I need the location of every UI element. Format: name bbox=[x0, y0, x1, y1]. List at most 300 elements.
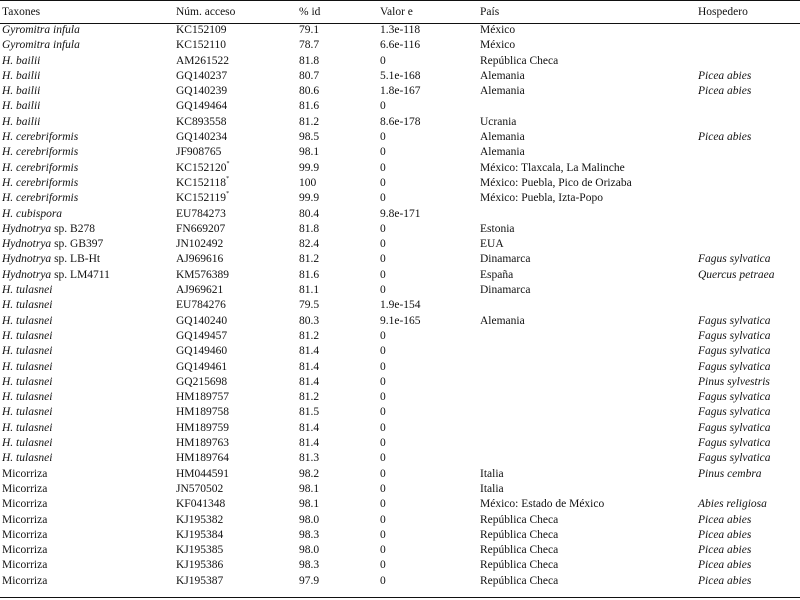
cell-evalue: 1.8e-167 bbox=[380, 85, 421, 98]
accession-number: GQ149457 bbox=[176, 329, 228, 342]
cell-evalue: 6.6e-116 bbox=[380, 39, 421, 52]
table-row bbox=[0, 54, 800, 69]
cell-taxon bbox=[0, 421, 176, 436]
taxon-qualifier: sp. LB-Ht bbox=[54, 253, 101, 266]
accession-number: JN102492 bbox=[176, 238, 224, 251]
accession-number: HM189764 bbox=[176, 452, 230, 465]
taxon-name: Hydnotrya bbox=[2, 222, 52, 235]
table-row bbox=[0, 344, 800, 359]
cell-taxon bbox=[0, 176, 176, 191]
cell-identity: 81.8 bbox=[299, 222, 320, 235]
cell-accession bbox=[176, 360, 299, 375]
taxon-name: H. cerebriformis bbox=[2, 146, 79, 159]
cell-taxon bbox=[0, 482, 176, 497]
cell-country: México bbox=[480, 24, 516, 36]
cell-accession bbox=[176, 84, 299, 99]
taxon-name: H. cerebriformis bbox=[2, 192, 79, 205]
cell-evalue: 0 bbox=[380, 482, 386, 495]
table-row bbox=[0, 375, 800, 390]
cell-host: Pinus cembra bbox=[698, 467, 762, 480]
cell-taxon bbox=[0, 69, 176, 84]
cell-country: Dinamarca bbox=[480, 253, 531, 266]
cell-evalue: 0 bbox=[380, 345, 386, 358]
accession-number: GQ149460 bbox=[176, 345, 228, 358]
accession-number: HM044591 bbox=[176, 467, 230, 480]
table-row bbox=[0, 451, 800, 466]
cell-evalue: 0 bbox=[380, 498, 386, 511]
cell-country: México: Puebla, Izta-Popo bbox=[480, 192, 603, 205]
accession-number: KJ195385 bbox=[176, 544, 224, 557]
taxon-qualifier: Micorriza bbox=[2, 528, 48, 541]
cell-country: Alemania bbox=[480, 146, 525, 159]
table-row bbox=[0, 191, 800, 206]
cell-host: Picea abies bbox=[698, 544, 752, 557]
cell-identity: 81.2 bbox=[299, 391, 320, 404]
cell-identity: 81.3 bbox=[299, 452, 320, 465]
new-sequence-mark: * bbox=[226, 160, 230, 167]
taxon-name: Hydnotrya bbox=[2, 268, 52, 281]
accession-number: GQ215698 bbox=[176, 375, 228, 388]
accession-number: FN669207 bbox=[176, 222, 226, 235]
cell-country: Ucrania bbox=[480, 115, 517, 128]
cell-identity: 98.1 bbox=[299, 498, 320, 511]
table-row bbox=[0, 543, 800, 558]
table-row bbox=[0, 23, 800, 38]
cell-evalue: 8.6e-178 bbox=[380, 115, 421, 128]
cell-taxon bbox=[0, 574, 176, 589]
cell-country bbox=[480, 329, 698, 344]
taxon-name: H. tulasnei bbox=[2, 360, 53, 373]
cell-taxon bbox=[0, 130, 176, 145]
taxon-qualifier: Micorriza bbox=[2, 544, 48, 557]
cell-taxon bbox=[0, 23, 176, 38]
cell-accession bbox=[176, 237, 299, 252]
cell-host: Picea abies bbox=[698, 574, 752, 587]
accession-number: GQ140239 bbox=[176, 85, 228, 98]
cell-accession bbox=[176, 405, 299, 420]
cell-host: Fagus sylvatica bbox=[698, 329, 771, 342]
cell-evalue: 0 bbox=[380, 253, 386, 266]
accession-number: KJ195386 bbox=[176, 559, 224, 572]
cell-host bbox=[698, 23, 800, 38]
cell-accession bbox=[176, 283, 299, 298]
cell-host bbox=[698, 298, 800, 313]
taxon-name: H. bailii bbox=[2, 69, 41, 82]
sequence-similarity-table bbox=[0, 1, 800, 589]
cell-taxon bbox=[0, 390, 176, 405]
accession-number: KJ195384 bbox=[176, 528, 224, 541]
accession-number: AJ969616 bbox=[176, 253, 224, 266]
taxon-name: H. cubispora bbox=[2, 207, 63, 220]
cell-identity: 98.3 bbox=[299, 528, 320, 541]
header-host: Hospedero bbox=[698, 6, 748, 18]
taxon-name: Hydnotrya bbox=[2, 238, 52, 251]
cell-evalue: 0 bbox=[380, 192, 386, 205]
cell-evalue: 0 bbox=[380, 375, 386, 388]
cell-host bbox=[698, 115, 800, 130]
table-body bbox=[0, 23, 800, 589]
cell-accession bbox=[176, 574, 299, 589]
cell-taxon bbox=[0, 207, 176, 222]
table-row bbox=[0, 482, 800, 497]
taxon-name: H. tulasnei bbox=[2, 299, 53, 312]
cell-identity: 98.0 bbox=[299, 513, 320, 526]
table-row bbox=[0, 252, 800, 267]
table-row bbox=[0, 176, 800, 191]
cell-country: República Checa bbox=[480, 574, 559, 587]
cell-country: Italia bbox=[480, 482, 504, 495]
taxon-name: H. bailii bbox=[2, 115, 41, 128]
cell-accession bbox=[176, 69, 299, 84]
cell-accession bbox=[176, 130, 299, 145]
cell-taxon bbox=[0, 528, 176, 543]
cell-host bbox=[698, 482, 800, 497]
table-bottom-rule bbox=[0, 597, 800, 598]
cell-taxon bbox=[0, 38, 176, 53]
cell-evalue: 0 bbox=[380, 513, 386, 526]
cell-accession bbox=[176, 222, 299, 237]
accession-number: GQ140240 bbox=[176, 314, 228, 327]
cell-taxon bbox=[0, 344, 176, 359]
accession-number: GQ140234 bbox=[176, 131, 228, 144]
cell-taxon bbox=[0, 375, 176, 390]
taxon-name: H. tulasnei bbox=[2, 345, 53, 358]
cell-evalue: 0 bbox=[380, 528, 386, 541]
cell-taxon bbox=[0, 451, 176, 466]
accession-number: JF908765 bbox=[176, 146, 222, 159]
cell-country: Alemania bbox=[480, 85, 525, 98]
cell-taxon bbox=[0, 161, 176, 176]
header-evalue: Valor e bbox=[380, 6, 413, 18]
cell-taxon bbox=[0, 252, 176, 267]
cell-accession bbox=[176, 314, 299, 329]
cell-evalue: 0 bbox=[380, 421, 386, 434]
table-row bbox=[0, 528, 800, 543]
cell-country bbox=[480, 360, 698, 375]
cell-host bbox=[698, 145, 800, 160]
cell-country: República Checa bbox=[480, 513, 559, 526]
accession-number: KM576389 bbox=[176, 268, 230, 281]
cell-evalue: 0 bbox=[380, 559, 386, 572]
cell-country: República Checa bbox=[480, 559, 559, 572]
cell-taxon bbox=[0, 191, 176, 206]
table-row bbox=[0, 360, 800, 375]
cell-country: República Checa bbox=[480, 544, 559, 557]
cell-accession bbox=[176, 145, 299, 160]
cell-host bbox=[698, 191, 800, 206]
taxon-qualifier: Micorriza bbox=[2, 467, 48, 480]
table-row bbox=[0, 467, 800, 482]
cell-host: Picea abies bbox=[698, 131, 752, 144]
table-row bbox=[0, 329, 800, 344]
taxon-name: H. bailii bbox=[2, 100, 41, 113]
cell-identity: 79.1 bbox=[299, 24, 320, 36]
cell-taxon bbox=[0, 145, 176, 160]
cell-host: Fagus sylvatica bbox=[698, 421, 771, 434]
cell-country: México: Puebla, Pico de Orizaba bbox=[480, 176, 632, 189]
cell-host: Fagus sylvatica bbox=[698, 452, 771, 465]
cell-identity: 78.7 bbox=[299, 39, 320, 52]
accession-number: KC152110 bbox=[176, 39, 227, 52]
cell-taxon bbox=[0, 558, 176, 573]
cell-identity: 81.4 bbox=[299, 375, 320, 388]
taxon-name: H. tulasnei bbox=[2, 391, 53, 404]
taxon-name: H. bailii bbox=[2, 85, 41, 98]
cell-accession bbox=[176, 23, 299, 38]
accession-number: KC152120 bbox=[176, 161, 227, 174]
cell-identity: 100 bbox=[299, 176, 317, 189]
cell-country: Alemania bbox=[480, 69, 525, 82]
cell-country bbox=[480, 207, 698, 222]
cell-host: Picea abies bbox=[698, 85, 752, 98]
table-row bbox=[0, 161, 800, 176]
header-accession: Núm. acceso bbox=[176, 6, 236, 18]
cell-taxon bbox=[0, 54, 176, 69]
taxon-name: H. tulasnei bbox=[2, 406, 53, 419]
cell-identity: 98.3 bbox=[299, 559, 320, 572]
table-row bbox=[0, 130, 800, 145]
cell-host bbox=[698, 161, 800, 176]
table-row bbox=[0, 207, 800, 222]
cell-taxon bbox=[0, 513, 176, 528]
new-sequence-mark: * bbox=[226, 191, 230, 198]
cell-identity: 81.4 bbox=[299, 345, 320, 358]
cell-evalue: 0 bbox=[380, 437, 386, 450]
cell-evalue: 0 bbox=[380, 467, 386, 480]
cell-evalue: 1.3e-118 bbox=[380, 24, 421, 36]
cell-country: España bbox=[480, 268, 514, 281]
cell-taxon bbox=[0, 298, 176, 313]
cell-country bbox=[480, 405, 698, 420]
cell-taxon bbox=[0, 329, 176, 344]
cell-country bbox=[480, 99, 698, 114]
cell-country bbox=[480, 421, 698, 436]
cell-evalue: 0 bbox=[380, 544, 386, 557]
cell-evalue: 0 bbox=[380, 391, 386, 404]
table-row bbox=[0, 405, 800, 420]
cell-identity: 97.9 bbox=[299, 574, 320, 587]
cell-accession bbox=[176, 329, 299, 344]
cell-host: Fagus sylvatica bbox=[698, 345, 771, 358]
table-row bbox=[0, 298, 800, 313]
cell-accession bbox=[176, 497, 299, 512]
cell-accession bbox=[176, 298, 299, 313]
cell-taxon bbox=[0, 115, 176, 130]
cell-identity: 81.2 bbox=[299, 115, 320, 128]
table-header bbox=[0, 1, 800, 23]
cell-accession bbox=[176, 436, 299, 451]
accession-number: KJ195382 bbox=[176, 513, 224, 526]
cell-evalue: 1.9e-154 bbox=[380, 299, 421, 312]
cell-country: Dinamarca bbox=[480, 284, 531, 297]
cell-accession bbox=[176, 115, 299, 130]
cell-taxon bbox=[0, 436, 176, 451]
cell-identity: 80.6 bbox=[299, 85, 320, 98]
accession-number: EU784276 bbox=[176, 299, 226, 312]
cell-accession bbox=[176, 375, 299, 390]
cell-host bbox=[698, 99, 800, 114]
cell-country: Alemania bbox=[480, 131, 525, 144]
table-row bbox=[0, 268, 800, 283]
cell-country: México: Estado de México bbox=[480, 498, 605, 511]
cell-accession bbox=[176, 558, 299, 573]
taxon-qualifier: Micorriza bbox=[2, 482, 48, 495]
cell-country: República Checa bbox=[480, 54, 559, 67]
cell-country bbox=[480, 436, 698, 451]
taxon-name: H. bailii bbox=[2, 54, 41, 67]
cell-accession bbox=[176, 543, 299, 558]
cell-host: Picea abies bbox=[698, 513, 752, 526]
cell-host: Fagus sylvatica bbox=[698, 314, 771, 327]
cell-host: Picea abies bbox=[698, 528, 752, 541]
accession-number: KJ195387 bbox=[176, 574, 224, 587]
cell-host: Fagus sylvatica bbox=[698, 360, 771, 373]
cell-evalue: 0 bbox=[380, 406, 386, 419]
cell-identity: 99.9 bbox=[299, 192, 320, 205]
cell-host bbox=[698, 283, 800, 298]
cell-evalue: 0 bbox=[380, 131, 386, 144]
accession-number: AM261522 bbox=[176, 54, 230, 67]
cell-evalue: 0 bbox=[380, 222, 386, 235]
cell-taxon bbox=[0, 497, 176, 512]
cell-evalue: 0 bbox=[380, 161, 386, 174]
cell-evalue: 0 bbox=[380, 54, 386, 67]
cell-accession bbox=[176, 38, 299, 53]
header-country: País bbox=[480, 6, 500, 18]
cell-identity: 98.0 bbox=[299, 544, 320, 557]
cell-accession bbox=[176, 252, 299, 267]
cell-evalue: 9.8e-171 bbox=[380, 207, 421, 220]
cell-host bbox=[698, 222, 800, 237]
cell-country bbox=[480, 390, 698, 405]
table-row bbox=[0, 38, 800, 53]
taxon-name: H. tulasnei bbox=[2, 314, 53, 327]
taxon-name: H. tulasnei bbox=[2, 329, 53, 342]
accession-number: HM189763 bbox=[176, 437, 230, 450]
cell-evalue: 0 bbox=[380, 100, 386, 113]
cell-evalue: 0 bbox=[380, 329, 386, 342]
taxon-name: H. tulasnei bbox=[2, 375, 53, 388]
taxon-name: H. tulasnei bbox=[2, 284, 53, 297]
cell-taxon bbox=[0, 222, 176, 237]
cell-country: México: Tlaxcala, La Malinche bbox=[480, 161, 625, 174]
cell-evalue: 9.1e-165 bbox=[380, 314, 421, 327]
cell-taxon bbox=[0, 84, 176, 99]
taxon-name: H. cerebriformis bbox=[2, 131, 79, 144]
cell-identity: 98.1 bbox=[299, 146, 320, 159]
accession-number: AJ969621 bbox=[176, 284, 224, 297]
cell-country bbox=[480, 451, 698, 466]
taxon-qualifier: sp. B278 bbox=[54, 222, 95, 235]
cell-host: Picea abies bbox=[698, 559, 752, 572]
accession-number: HM189759 bbox=[176, 421, 230, 434]
taxon-name: H. tulasnei bbox=[2, 421, 53, 434]
cell-host: Pinus sylvestris bbox=[698, 375, 770, 388]
taxon-name: Hydnotrya bbox=[2, 253, 52, 266]
cell-accession bbox=[176, 421, 299, 436]
cell-host bbox=[698, 54, 800, 69]
cell-country bbox=[480, 375, 698, 390]
cell-taxon bbox=[0, 467, 176, 482]
taxon-name: H. tulasnei bbox=[2, 437, 53, 450]
cell-identity: 99.9 bbox=[299, 161, 320, 174]
cell-identity: 81.6 bbox=[299, 268, 320, 281]
table-row bbox=[0, 497, 800, 512]
accession-number: KF041348 bbox=[176, 498, 226, 511]
cell-accession bbox=[176, 176, 299, 191]
taxon-name: H. tulasnei bbox=[2, 452, 53, 465]
cell-evalue: 5.1e-168 bbox=[380, 69, 421, 82]
accession-number: HM189758 bbox=[176, 406, 230, 419]
cell-accession bbox=[176, 161, 299, 176]
taxon-qualifier: Micorriza bbox=[2, 574, 48, 587]
accession-number: EU784273 bbox=[176, 207, 226, 220]
accession-number: KC152119 bbox=[176, 192, 227, 205]
cell-evalue: 0 bbox=[380, 360, 386, 373]
cell-accession bbox=[176, 99, 299, 114]
table-row bbox=[0, 558, 800, 573]
taxon-name: H. cerebriformis bbox=[2, 176, 79, 189]
cell-identity: 81.5 bbox=[299, 406, 320, 419]
taxon-qualifier: sp. GB397 bbox=[54, 238, 104, 251]
taxon-qualifier: Micorriza bbox=[2, 559, 48, 572]
new-sequence-mark: * bbox=[226, 175, 230, 182]
taxon-qualifier: sp. LM4711 bbox=[54, 268, 110, 281]
accession-number: HM189757 bbox=[176, 391, 230, 404]
cell-host: Quercus petraea bbox=[698, 268, 775, 281]
cell-host: Picea abies bbox=[698, 69, 752, 82]
table-row bbox=[0, 436, 800, 451]
accession-number: GQ140237 bbox=[176, 69, 228, 82]
taxon-name: Gyromitra infula bbox=[2, 24, 80, 36]
cell-accession bbox=[176, 344, 299, 359]
cell-taxon bbox=[0, 543, 176, 558]
cell-host: Fagus sylvatica bbox=[698, 253, 771, 266]
cell-taxon bbox=[0, 360, 176, 375]
table-row bbox=[0, 222, 800, 237]
cell-host: Abies religiosa bbox=[698, 498, 767, 511]
cell-accession bbox=[176, 207, 299, 222]
cell-taxon bbox=[0, 283, 176, 298]
cell-identity: 81.2 bbox=[299, 253, 320, 266]
cell-identity: 80.7 bbox=[299, 69, 320, 82]
table-row bbox=[0, 145, 800, 160]
cell-host: Fagus sylvatica bbox=[698, 406, 771, 419]
cell-accession bbox=[176, 513, 299, 528]
accession-number: GQ149464 bbox=[176, 100, 228, 113]
cell-accession bbox=[176, 191, 299, 206]
cell-evalue: 0 bbox=[380, 574, 386, 587]
cell-identity: 98.2 bbox=[299, 467, 320, 480]
cell-accession bbox=[176, 482, 299, 497]
cell-identity: 80.4 bbox=[299, 207, 320, 220]
accession-number: KC893558 bbox=[176, 115, 227, 128]
cell-country: EUA bbox=[480, 238, 504, 251]
cell-country: México bbox=[480, 39, 516, 52]
cell-evalue: 0 bbox=[380, 238, 386, 251]
cell-identity: 81.6 bbox=[299, 100, 320, 113]
accession-number: JN570502 bbox=[176, 482, 224, 495]
cell-identity: 80.3 bbox=[299, 314, 320, 327]
taxon-name: Gyromitra infula bbox=[2, 39, 80, 52]
cell-country: Estonia bbox=[480, 222, 515, 235]
table-row bbox=[0, 574, 800, 589]
table-row bbox=[0, 283, 800, 298]
cell-evalue: 0 bbox=[380, 146, 386, 159]
cell-accession bbox=[176, 467, 299, 482]
cell-accession bbox=[176, 451, 299, 466]
cell-identity: 79.5 bbox=[299, 299, 320, 312]
